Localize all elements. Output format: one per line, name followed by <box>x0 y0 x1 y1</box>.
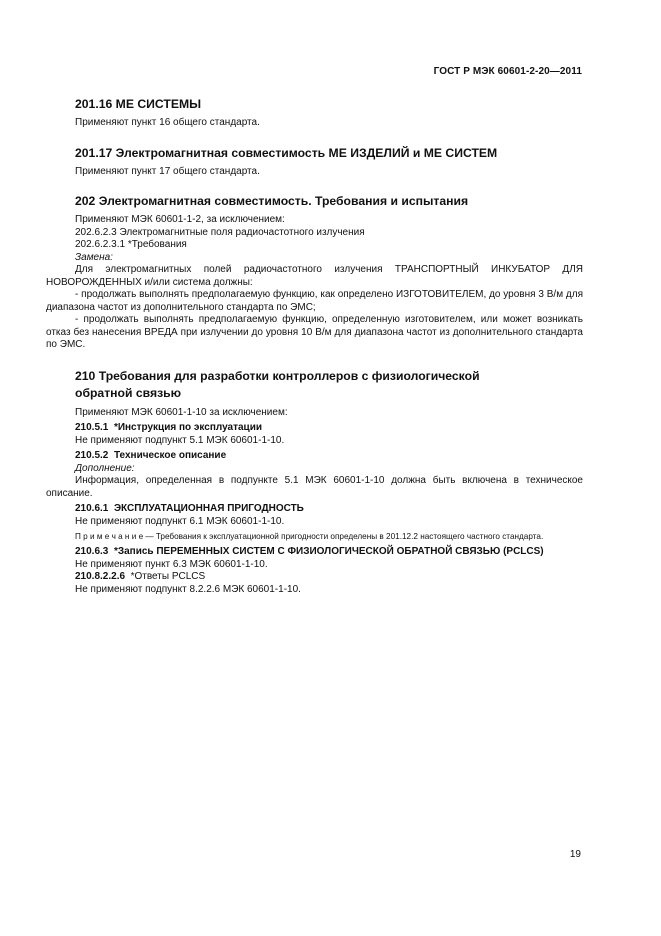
section-202-para1: Для электромагнитных полей радиочастотного излучения ТРАНСПОРТНЫЙ ИНКУБАТОР ДЛЯ НОВОРОЖДЕННЫХ и/или система должны: <box>46 264 583 288</box>
subsection-210-6-3-text: Не применяют пункт 6.3 МЭК 60601-1-10. <box>75 558 268 570</box>
note-text: — Требования к эксплуатационной пригодности определены в 201.12.2 настоящего частного стандарта. <box>143 532 544 541</box>
subsection-210-5-1-heading <box>75 422 583 435</box>
subsection-210-8-2-2-6-text: Не применяют подпункт 8.2.2.6 МЭК 60601-1-10. <box>75 583 301 595</box>
page-content <box>46 97 583 596</box>
page-number: 19 <box>569 849 581 860</box>
section-202-para2: - продолжать выполнять предполагаемую функцию, как определено ИЗГОТОВИТЕЛЕМ, до уровня 3 В/м для диапазона частот из дополнительного стандарта по ЭМС; <box>46 289 583 313</box>
note-label: П р и м е ч а н и е <box>75 532 144 541</box>
subsection-210-5-2-label: Дополнение: <box>75 462 135 474</box>
note-paragraph <box>46 531 583 543</box>
section-202-line2: 202.6.2.3 Электромагнитные поля радиочастотного излучения <box>75 226 365 238</box>
section-202-heading: 202 Электромагнитная совместимость. Требования и испытания <box>75 194 469 208</box>
section-202-line3: 202.6.2.3.1 *Требования <box>75 239 187 250</box>
subsection-210-8-2-2-6-heading <box>75 571 583 584</box>
subsection-210-5-1-number: 210.5.1 <box>75 422 109 433</box>
section-210-intro: Применяют МЭК 60601-1-10 за исключением: <box>75 406 288 418</box>
section-201-16-text: Применяют пункт 16 общего стандарта. <box>75 117 260 128</box>
subsection-210-5-1-title: *Инструкция по эксплуатации <box>113 422 263 433</box>
subsection-210-6-1-number: 210.6.1 <box>75 503 109 514</box>
section-201-17-text: Применяют пункт 17 общего стандарта. <box>75 165 260 177</box>
subsection-210-5-2-text: Информация, определенная в подпункте 5.1 МЭК 60601-1-10 должна быть включена в техническое описание. <box>46 475 583 499</box>
subsection-210-6-3-number: 210.6.3 <box>75 546 109 557</box>
subsection-210-6-3-title: *Запись ПЕРЕМЕННЫХ СИСТЕМ С ФИЗИОЛОГИЧЕСКОЙ ОБРАТНОЙ СВЯЗЬЮ (PCLCS) <box>113 546 544 557</box>
subsection-210-8-2-2-6-title: *Ответы PCLCS <box>130 571 206 582</box>
section-201-16-heading: 201.16 МЕ СИСТЕМЫ <box>75 97 202 111</box>
subsection-210-5-2-title: Техническое описание <box>113 450 227 461</box>
section-210-heading-line2: обратной связью <box>75 385 182 400</box>
subsection-210-8-2-2-6-number: 210.8.2.2.6 <box>75 571 126 582</box>
subsection-210-5-2-number: 210.5.2 <box>75 450 109 461</box>
subsection-210-6-1-text: Не применяют подпункт 6.1 МЭК 60601-1-10. <box>75 515 285 527</box>
subsection-210-6-1-heading <box>75 503 583 516</box>
subsection-210-6-1-title: ЭКСПЛУАТАЦИОННАЯ ПРИГОДНОСТЬ <box>113 503 304 514</box>
section-201-17-heading: 201.17 Электромагнитная совместимость МЕ ИЗДЕЛИЙ и МЕ СИСТЕМ <box>75 145 498 160</box>
standard-header: ГОСТ Р МЭК 60601-2-20—2011 <box>433 66 582 77</box>
section-202-line1: Применяют МЭК 60601-1-2, за исключением: <box>75 214 285 225</box>
subsection-210-5-2-heading <box>75 450 583 463</box>
subsection-210-6-3-heading <box>75 546 583 559</box>
subsection-210-5-1-text: Не применяют подпункт 5.1 МЭК 60601-1-10. <box>75 434 285 446</box>
section-202-para3: - продолжать выполнять предполагаемую функцию, определенную изготовителем, или может возникать отказ без нанесения ВРЕДА при излучении до уровня 10 В/м для диапазона частот из дополнительного стандарта по ЭМС. <box>46 314 583 350</box>
section-210-heading-line1: 210 Требования для разработки контроллеров с физиологической <box>75 368 480 383</box>
section-202-replacement-label: Замена: <box>75 251 113 263</box>
section-210-heading <box>75 368 583 402</box>
